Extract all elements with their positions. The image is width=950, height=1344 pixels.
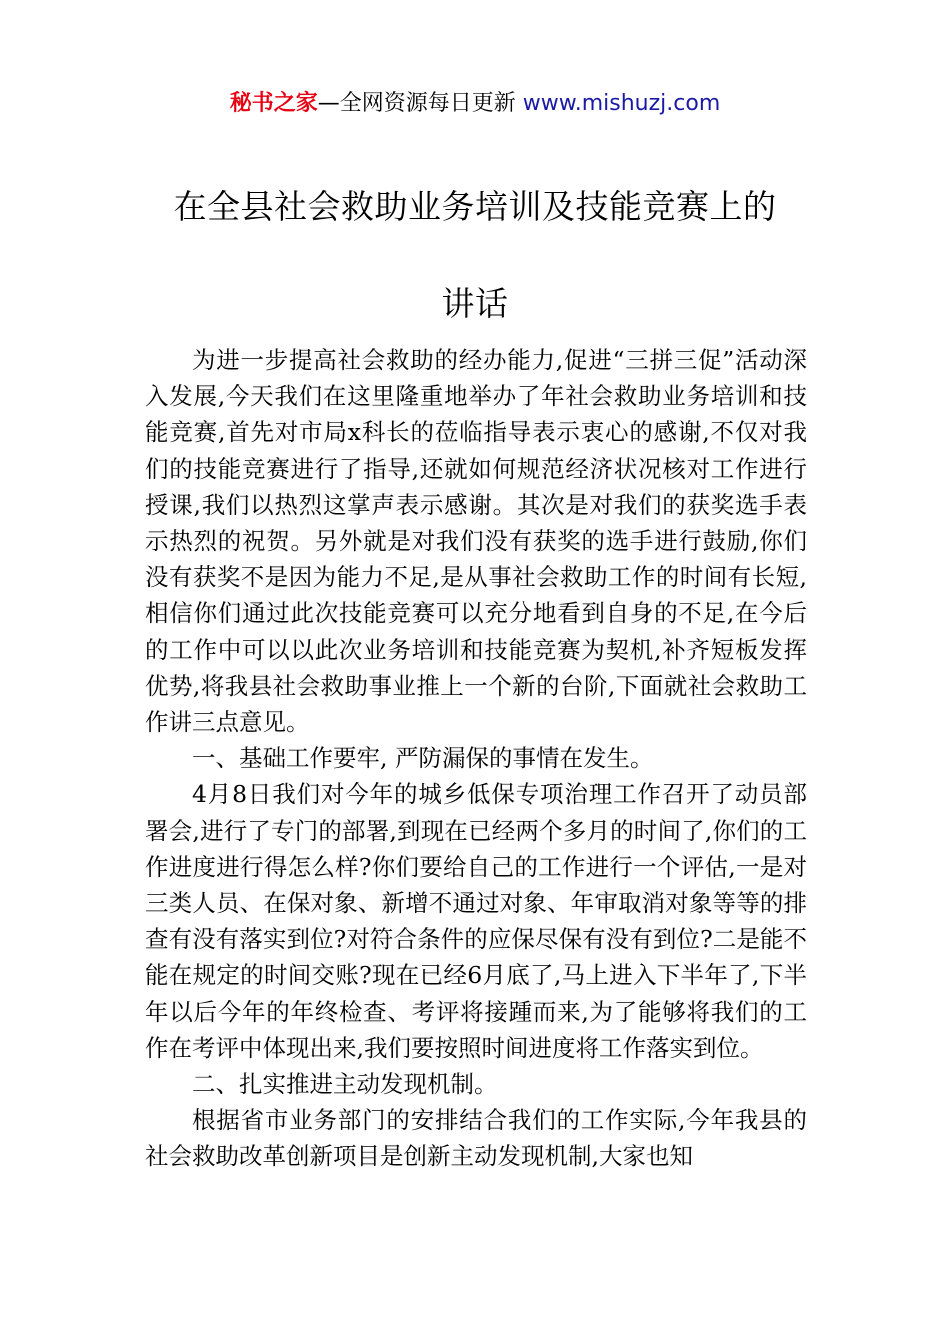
title-line-2: 讲话	[441, 284, 509, 323]
section-heading-1: 一、基础工作要牢, 严防漏保的事情在发生。	[192, 744, 654, 773]
section-heading-2: 二、扎实推进主动发现机制。	[192, 1070, 498, 1099]
document-body	[145, 342, 807, 1175]
paragraph-section-2: 根据省市业务部门的安排结合我们的工作实际,今年我县的社会救助改革创新项目是创新主动发现机制,大家也知	[145, 1106, 807, 1171]
document-title	[140, 183, 810, 327]
paragraph-intro: 为进一步提高社会救助的经办能力,促进“三拼三促”活动深入发展,今天我们在这里隆重地举办了年社会救助业务培训和技能竞赛,首先对市局x科长的莅临指导表示衷心的感谢,不仅对我们的技能竞赛进行了指导,还就如何规范经济状况核对工作进行授课,我们以热烈这掌声表示感谢。其次是对我们的获奖选手表示热烈的祝贺。另外就是对我们没有获奖的选手进行鼓励,你们没有获奖不是因为能力不足,是从事社会救助工作的时间有长短,相信你们通过此次技能竞赛可以充分地看到自身的不足,在今后的工作中可以以此次业务培训和技能竞赛为契机,补齐短板发挥优势,将我县社会救助事业推上一个新的台阶,下面就社会救助工作讲三点意见。	[145, 346, 807, 737]
header-tagline: —全网资源每日更新	[317, 91, 516, 116]
brand-name: 秘书之家	[229, 91, 318, 116]
title-line-1: 在全县社会救助业务培训及技能竞赛上的	[173, 187, 777, 226]
paragraph-section-1: 4月8日我们对今年的城乡低保专项治理工作召开了动员部署会,进行了专门的部署,到现在已经两个多月的时间了,你们的工作进度进行得怎么样?你们要给自己的工作进行一个评估,一是对三类人员、在保对象、新增不通过对象、年审取消对象等等的排查有没有落实到位?对符合条件的应保尽保有没有到位?二是能不能在规定的时间交账?现在已经6月底了,马上进入下半年了,下半年以后今年的年终检查、考评将接踵而来,为了能够将我们的工作在考评中体现出来,我们要按照时间进度将工作落实到位。	[145, 780, 807, 1062]
site-header	[0, 88, 950, 120]
site-url-link[interactable]: www.mishuzj.com	[522, 91, 721, 116]
